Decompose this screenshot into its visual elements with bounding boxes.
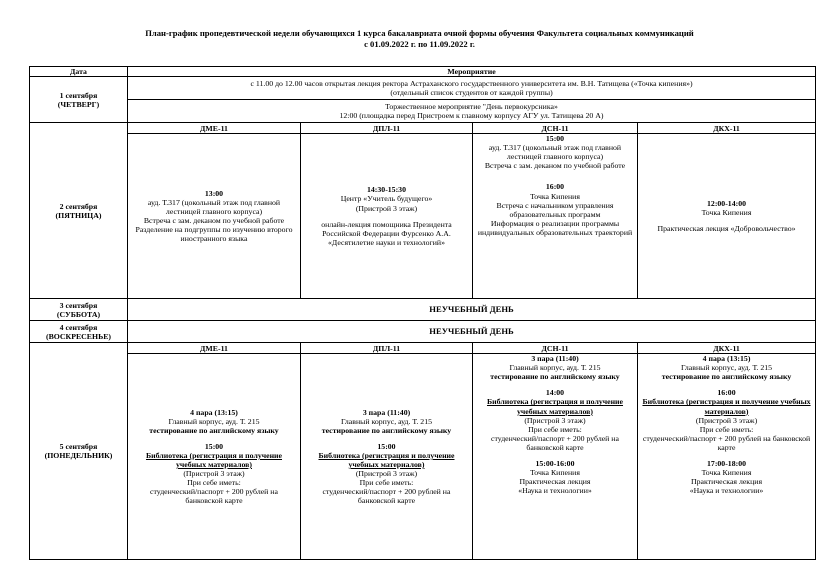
day5-dkh-cell: [638, 354, 816, 560]
day1-event2-line2: 12:00 (площадка перед Пристроем к главному корпусу АГУ ул. Татищева 20 А): [339, 111, 604, 121]
day1-row-a: [30, 77, 816, 100]
day5-dsn-pair: 3 пара (11:40): [531, 354, 579, 364]
day2-date-cell: [30, 123, 128, 299]
day1-row-b: [30, 100, 816, 123]
day2-dpl-cell: [301, 134, 473, 299]
document-title: [0, 28, 839, 50]
day5-dkh-place: Главный корпус, ауд. Т. 215: [681, 363, 773, 373]
day2-dsn-time1: 15:00: [545, 134, 565, 144]
day5-dsn-topic: «Наука и технологии»: [518, 486, 592, 496]
day5-dpl-docs: студенческий/паспорт + 200 рублей на банковской карте: [322, 487, 451, 506]
day5-dsn-time3: 15:00-16:00: [535, 459, 575, 469]
day2-group-dsn: ДСН-11: [473, 123, 638, 134]
day2-date: 2 сентября: [59, 201, 98, 211]
day5-dkh-floor: (Пристрой 3 этаж): [695, 415, 758, 425]
day2-dpl-floor: (Пристрой 3 этаж): [355, 203, 418, 213]
day1-weekday: (ЧЕТВЕРГ): [57, 99, 100, 109]
day5-dsn-library: Библиотека (регистрация и получение учебных материалов): [486, 397, 624, 416]
title-line-1: План-график пропедевтической недели обучающихся 1 курса бакалавриата очной формы обучения Факультета социальных коммуникаций: [145, 28, 694, 38]
day4-note: НЕУЧЕБНЫЙ ДЕНЬ: [128, 321, 816, 343]
schedule-table: [29, 66, 816, 560]
day2-dsn-meeting2: Встреча с начальником управления образовательных программ: [496, 200, 614, 219]
day5-dpl-place: Главный корпус, ауд. Т. 215: [340, 416, 433, 426]
day3-weekday: (СУББОТА): [56, 309, 101, 319]
day5-dpl-test: тестирование по английскому языку: [321, 425, 452, 435]
day5-dkh-lecture: Практическая лекция: [691, 477, 763, 487]
day1-event1-line2: (отдельный список студентов от каждой группы): [390, 88, 553, 98]
day2-dpl-venue: Центр «Учитель будущего»: [340, 194, 433, 204]
day4-row: [30, 321, 816, 343]
day5-content-row: [30, 354, 816, 560]
title-line-2: с 01.09.2022 г. по 11.09.2022 г.: [364, 39, 475, 49]
day2-group-dme: ДМЕ-11: [128, 123, 301, 134]
day4-date: 4 сентября: [59, 322, 98, 332]
day5-group-dme: ДМЕ-11: [128, 343, 301, 354]
day2-group-dpl: ДПЛ-11: [301, 123, 473, 134]
day5-dsn-venue: Точка Кипения: [530, 468, 580, 478]
day1-date: 1 сентября: [59, 90, 98, 100]
day5-weekday: (ПОНЕДЕЛЬНИК): [44, 451, 113, 461]
day2-dkh-lecture: Практическая лекция «Добровольчество»: [657, 224, 796, 234]
day3-row: [30, 299, 816, 321]
day2-dsn-room: ауд. Т.317 (цокольный этаж под главной лестницей главного корпуса): [488, 143, 622, 162]
day5-dme-place: Главный корпус, ауд. Т. 215: [168, 416, 260, 426]
day5-dme-test: тестирование по английскому языку: [149, 425, 279, 435]
table-header-row: [30, 67, 816, 77]
day2-dme-subgroups: Разделение на подгруппы по изучению второго иностранного языка: [135, 225, 293, 244]
day3-date: 3 сентября: [59, 300, 98, 310]
header-date: Дата: [30, 67, 128, 77]
day2-group-dkh: ДКХ-11: [638, 123, 816, 134]
day5-dme-floor: (Пристрой 3 этаж): [183, 469, 245, 479]
day2-dkh-cell: [638, 134, 816, 299]
day5-dme-library: Библиотека (регистрация и получение учебных материалов): [145, 451, 283, 470]
day5-dsn-lecture: Практическая лекция: [519, 477, 591, 487]
day2-dpl-time: 14:30-15:30: [367, 185, 406, 195]
day5-dpl-cell: [301, 354, 473, 560]
day5-dkh-library: Библиотека (регистрация и получение учебных материалов): [642, 397, 811, 416]
day5-date: 5 сентября: [59, 442, 98, 451]
header-event: Мероприятие: [128, 67, 816, 77]
day2-dme-meeting: Встреча с зам. деканом по учебной работе: [143, 216, 285, 226]
day5-dsn-docs: студенческий/паспорт + 200 рублей на банковской карте: [491, 433, 619, 452]
day5-dsn-time2: 14:00: [545, 388, 565, 398]
day2-dme-cell: [128, 134, 301, 299]
day2-dsn-time2: 16:00: [545, 182, 565, 192]
day2-dme-time: 13:00: [204, 188, 224, 198]
day2-weekday: (ПЯТНИЦА): [55, 210, 102, 220]
day5-dme-bring: При себе иметь:: [187, 478, 241, 488]
day2-dsn-info: Информация о реализации программы индивидуальных образовательных траекторий: [477, 218, 633, 237]
day5-dkh-time2: 16:00: [717, 388, 736, 398]
day5-dkh-docs: студенческий/паспорт + 200 рублей на банковской карте: [642, 433, 811, 452]
day5-dsn-bring: При себе иметь:: [528, 424, 582, 434]
day1-date-cell: [30, 77, 128, 123]
day2-dsn-cell: [473, 134, 638, 299]
day2-dkh-venue: Точка Кипения: [701, 208, 752, 218]
day5-group-dsn: ДСН-11: [473, 343, 638, 354]
day2-dsn-venue: Точка Кипения: [530, 191, 580, 201]
day5-dme-cell: [128, 354, 301, 560]
day5-groups-row: [30, 343, 816, 354]
day5-dkh-topic: «Наука и технологии»: [689, 486, 764, 496]
day5-dkh-test: тестирование по английскому языку: [661, 372, 792, 382]
day5-date-cell: [30, 343, 128, 560]
day5-dsn-floor: (Пристрой 3 этаж): [524, 415, 586, 425]
day2-dsn-meeting: Встреча с зам. деканом по учебной работе: [484, 161, 626, 171]
day5-dsn-test: тестирование по английскому языку: [490, 372, 620, 382]
day1-event1: [128, 77, 816, 100]
day5-dsn-cell: [473, 354, 638, 560]
day5-dpl-floor: (Пристрой 3 этаж): [355, 469, 418, 479]
day5-dkh-pair: 4 пара (13:15): [702, 354, 751, 364]
day1-event2: [128, 100, 816, 123]
day5-dpl-library: Библиотека (регистрация и получение учебных материалов): [318, 451, 455, 470]
day2-dkh-time: 12:00-14:00: [707, 198, 746, 208]
day5-dme-pair: 4 пара (13:15): [190, 407, 238, 417]
day5-dme-time2: 15:00: [204, 441, 224, 451]
day5-dpl-time2: 15:00: [377, 441, 396, 451]
day5-dpl-bring: При себе иметь:: [359, 478, 414, 488]
day2-groups-row: [30, 123, 816, 134]
day5-dsn-place: Главный корпус, ауд. Т. 215: [509, 363, 601, 373]
day3-note: НЕУЧЕБНЫЙ ДЕНЬ: [128, 299, 816, 321]
day5-dpl-pair: 3 пара (11:40): [362, 407, 411, 417]
day2-content-row: [30, 134, 816, 299]
day5-dkh-bring: При себе иметь:: [699, 424, 754, 434]
day5-group-dpl: ДПЛ-11: [301, 343, 473, 354]
day3-date-cell: [30, 299, 128, 321]
day2-dme-room: ауд. Т.317 (цокольный этаж под главной лестницей главного корпуса): [147, 197, 281, 216]
day1-event2-line1: Торжественное мероприятие "День первокурсника»: [385, 102, 558, 111]
day1-event1-line1: с 11.00 до 12.00 часов открытая лекция ректора Астраханского государственного университета им. В.Н. Татищева («Точка кипения»): [250, 79, 693, 88]
day5-dkh-venue: Точка Кипения: [701, 468, 752, 478]
day5-dkh-time3: 17:00-18:00: [707, 459, 746, 469]
day5-dme-docs: студенческий/паспорт + 200 рублей на банковской карте: [150, 487, 278, 506]
day5-group-dkh: ДКХ-11: [638, 343, 816, 354]
day4-date-cell: [30, 321, 128, 343]
day2-dpl-lecture: онлайн-лекция помощника Президента Российской Федерации Фурсенко А.А. «Десятилетие науки и технологий»: [321, 219, 452, 247]
day4-weekday: (ВОСКРЕСЕНЬЕ): [45, 331, 112, 341]
